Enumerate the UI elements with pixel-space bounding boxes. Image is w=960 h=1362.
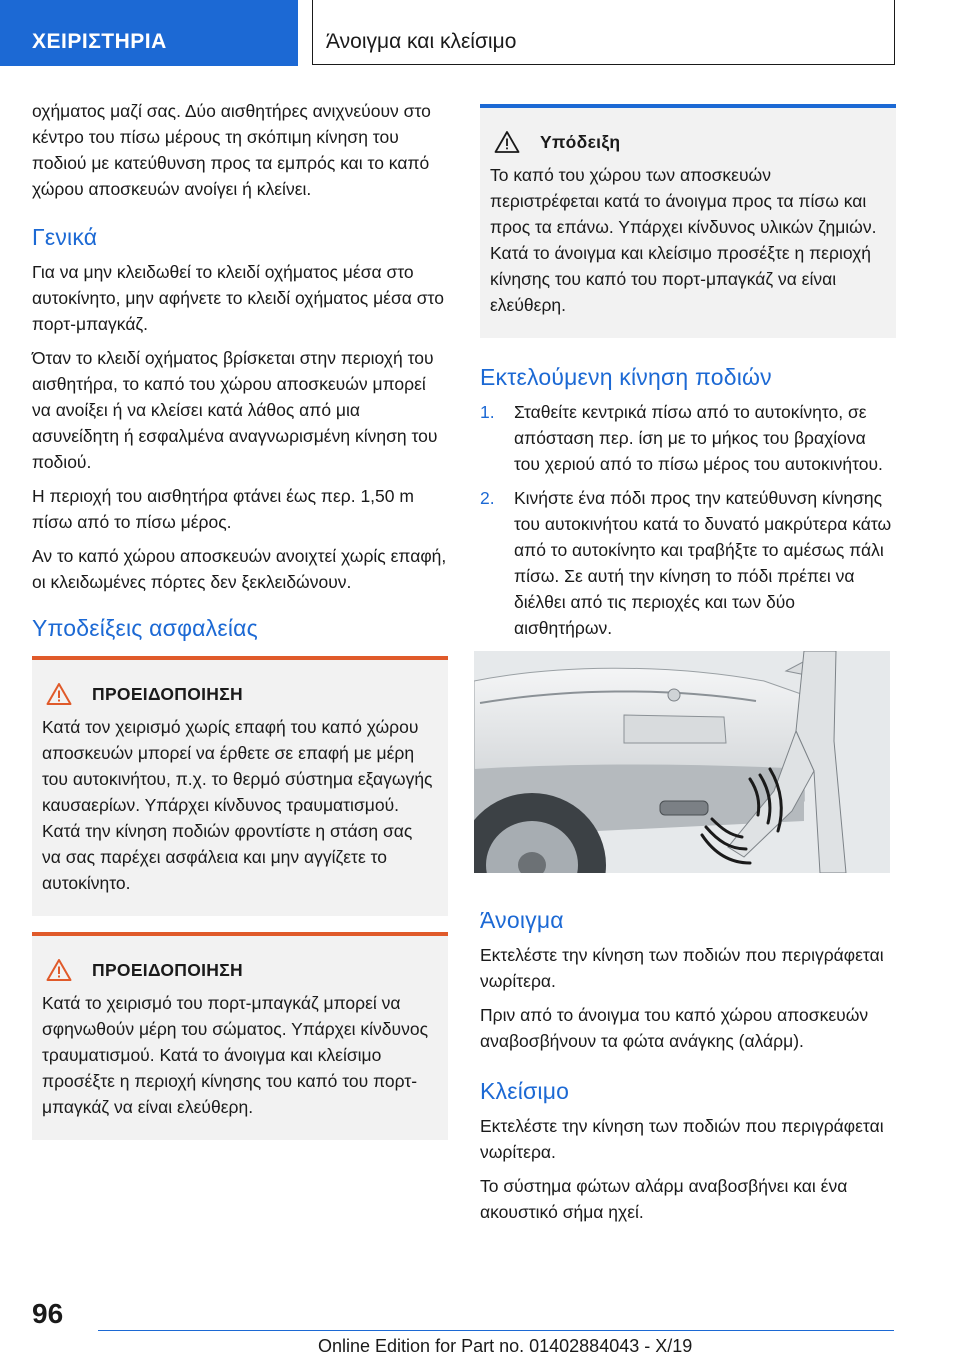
close-paragraph: Εκτελέστε την κίνηση των ποδιών που περιγράφεται νωρίτερα. [480, 1116, 884, 1162]
foot-gesture-illustration [474, 651, 890, 873]
page-header [0, 0, 960, 66]
section-tab: ΧΕΙΡΙΣΤΗΡΙΑ [0, 0, 298, 66]
warning-header [42, 682, 434, 706]
note-header [490, 130, 882, 154]
general-paragraph: Η περιοχή του αισθητήρα φτάνει έως περ. 1,50 m πίσω από το πίσω μέρος. [32, 486, 414, 532]
right-column [480, 104, 896, 1233]
footer-rule [98, 1330, 894, 1331]
left-column [32, 98, 448, 1140]
safety-heading: Υποδείξεις ασφαλείας [32, 615, 258, 641]
warning-box [32, 656, 448, 916]
list-item [480, 485, 896, 641]
warning-triangle-icon [46, 682, 72, 706]
warning-title: ΠΡΟΕΙΔΟΠΟΙΗΣΗ [92, 959, 243, 980]
header-rule [312, 64, 895, 65]
chapter-title: Άνοιγμα και κλείσιμο [326, 30, 517, 53]
warning-title: ΠΡΟΕΙΔΟΠΟΙΗΣΗ [92, 683, 243, 704]
caution-triangle-icon [494, 130, 520, 154]
warning-triangle-icon [46, 958, 72, 982]
step-text: Κινήστε ένα πόδι προς την κατεύθυνση κίνησης του αυτοκινήτου κατά το δυνατό μακρύτερα κάτω από το αυτοκίνητο και τραβήξτε το αμέσως πάλι πίσω. Σε αυτή την κίνηση το πόδι πρέπει να διέλθει από τις περιοχές και των δύο αισθητήρων. [514, 488, 892, 638]
step-text: Σταθείτε κεντρικά πίσω από το αυτοκίνητο, σε απόσταση περ. ίση με το μήκος του βραχίονα του χεριού από το πίσω μέρος του αυτοκινήτου. [514, 402, 883, 474]
note-box [480, 104, 896, 338]
note-title: Υπόδειξη [540, 131, 621, 152]
close-heading: Κλείσιμο [480, 1078, 570, 1104]
general-paragraph: Όταν το κλειδί οχήματος βρίσκεται στην περιοχή του αισθητήρα, το καπό του χώρου αποσκευών μπορεί να ανοίξει ή να κλείσει κατά λάθος από μια ασυνείδητη ή εσφαλμένα αναγνωρισμένη κίνηση του ποδιού. [32, 348, 438, 472]
warning-text: Κατά το χειρισμό του πορτ-μπαγκάζ μπορεί να σφηνωθούν μέρη του σώματος. Υπάρχει κίνδυνος τραυματισμού. Κατά το άνοιγμα και κλείσιμο προσέξτε η περιοχή κίνησης του καπό του πορτ-μπαγκάζ να είναι ελεύθερη. [42, 993, 429, 1117]
header-divider [312, 0, 313, 64]
general-paragraph: Αν το καπό χώρου αποσκευών ανοιχτεί χωρίς επαφή, οι κλειδωμένες πόρτες δεν ξεκλειδώνουν. [32, 546, 447, 592]
open-paragraph: Πριν από το άνοιγμα του καπό χώρου αποσκευών αναβοσβήνουν τα φώτα ανάγκης (αλάρμ). [480, 1005, 869, 1051]
step-number: 1. [480, 402, 495, 422]
list-item [480, 399, 896, 477]
header-divider-right [894, 0, 895, 64]
open-paragraph: Εκτελέστε την κίνηση των ποδιών που περιγράφεται νωρίτερα. [480, 945, 884, 991]
close-paragraph: Το σύστημα φώτων αλάρμ αναβοσβήνει και ένα ακουστικό σήμα ηχεί. [480, 1176, 848, 1222]
step-number: 2. [480, 488, 495, 508]
edition-footer: Online Edition for Part no. 01402884043 - X/19 [318, 1336, 693, 1356]
general-heading: Γενικά [32, 224, 98, 250]
open-heading: Άνοιγμα [480, 907, 564, 933]
car-rear-illustration [474, 651, 890, 873]
warning-text: Κατά τον χειρισμό χωρίς επαφή του καπό χώρου αποσκευών μπορεί να έρθετε σε επαφή με μέρη του αυτοκινήτου, π.χ. το θερμό σύστημα εξαγωγής καυσαερίων. Υπάρχει κίνδυνος τραυματισμού. Κατά την κίνηση ποδιών φροντίστε η στάση σας να σας παρέχει ασφάλεια και μην αγγίζετε το αυτοκίνητο. [42, 717, 433, 893]
note-text: Το καπό του χώρου των αποσκευών περιστρέφεται κατά το άνοιγμα προς τα πίσω και προς τα επάνω. Υπάρχει κίνδυνος υλικών ζημιών. Κατά το άνοιγμα και κλείσιμο προσέξτε η περιοχή κίνησης του καπό του πορτ-μπαγκάζ να είναι ελεύθερη. [490, 165, 877, 315]
foot-movement-heading: Εκτελούμενη κίνηση ποδιών [480, 364, 772, 390]
general-paragraph: Για να μην κλειδωθεί το κλειδί οχήματος μέσα στο αυτοκίνητο, μην αφήνετε το κλειδί οχήματος μέσα στο πορτ-μπαγκάζ. [32, 262, 444, 334]
warning-header [42, 958, 434, 982]
intro-paragraph: οχήματος μαζί σας. Δύο αισθητήρες ανιχνεύουν στο κέντρο του πίσω μέρους τη σκόπιμη κίνηση του ποδιού με κατεύθυνση προς τα εμπρός και το καπό χώρου αποσκευών ανοίγει ή κλείνει. [32, 101, 431, 199]
page-number: 96 [32, 1298, 64, 1329]
warning-box [32, 932, 448, 1140]
steps-list [480, 399, 896, 641]
